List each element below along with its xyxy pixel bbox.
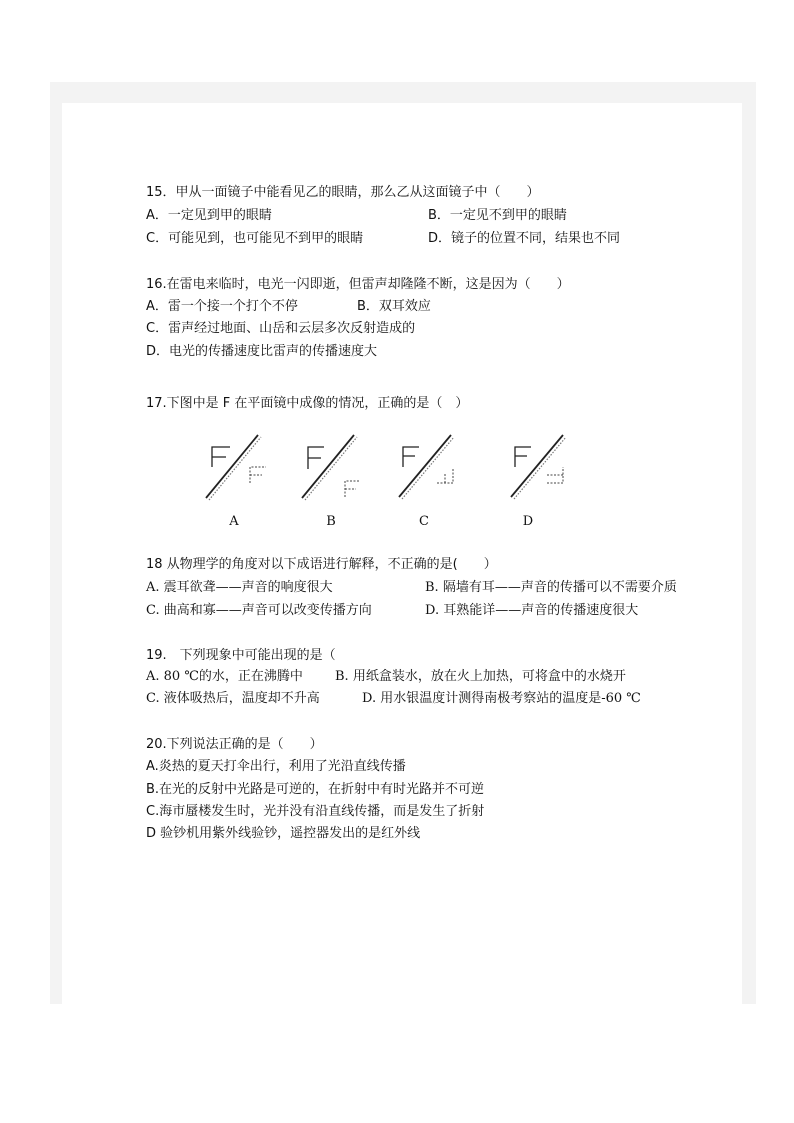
q15-option-c: C．可能见到，也可能见不到甲的眼睛 xyxy=(146,231,364,246)
q16-option-c: C．雷声经过地面、山岳和云层多次反射造成的 xyxy=(146,321,416,336)
q19-stem: 19. 下列现象中可能出现的是（ xyxy=(146,648,336,663)
q19-option-b: B. 用纸盒装水，放在火上加热，可将盒中的水烧开 xyxy=(335,669,626,684)
q19-option-a: A. 80 ℃的水，正在沸腾中 xyxy=(146,669,303,684)
q20-option-c: C.海市蜃楼发生时，光并没有沿直线传播，而是发生了折射 xyxy=(146,804,485,819)
q15-stem: 15．甲从一面镜子中能看见乙的眼睛，那么乙从这面镜子中（ ） xyxy=(146,185,540,200)
figure-label-c: C xyxy=(419,514,429,529)
q20-option-d: D 验钞机用紫外线验钞，遥控器发出的是红外线 xyxy=(146,826,421,841)
q20-option-b: B.在光的反射中光路是可逆的，在折射中有时光路并不可逆 xyxy=(146,782,485,797)
figure-option-c xyxy=(399,435,454,499)
figure-label-d: D xyxy=(522,514,534,529)
q18-option-c: C. 曲高和寡——声音可以改变传播方向 xyxy=(146,603,372,618)
q19-option-d: D. 用水银温度计测得南极考察站的温度是-60 ℃ xyxy=(362,691,641,706)
figure-option-a xyxy=(206,435,266,500)
q19-option-c: C. 液体吸热后，温度却不升高 xyxy=(146,691,320,706)
q15-option-a: A．一定见到甲的眼睛 xyxy=(146,208,272,223)
q18-stem: 18 从物理学的角度对以下成语进行解释，不正确的是( ） xyxy=(146,557,497,572)
q18-option-b: B. 隔墙有耳——声音的传播可以不需要介质 xyxy=(425,580,677,595)
q16-stem: 16.在雷电来临时，电光一闪即逝，但雷声却隆隆不断，这是因为（ ） xyxy=(146,277,570,292)
q20-stem: 20.下列说法正确的是（ ） xyxy=(146,737,323,752)
q18-option-a: A. 震耳欲聋——声音的响度很大 xyxy=(146,580,333,595)
q16-option-b: B．双耳效应 xyxy=(357,299,431,314)
q20-option-a: A.炎热的夏天打伞出行，利用了光沿直线传播 xyxy=(146,759,406,774)
q15-option-d: D．镜子的位置不同，结果也不同 xyxy=(428,231,621,246)
figure-option-d xyxy=(511,435,566,499)
q16-option-a: A．雷一个接一个打个不停 xyxy=(146,299,298,314)
q17-stem: 17.下图中是 F 在平面镜中成像的情况，正确的是（ ） xyxy=(146,396,469,411)
figure-label-b: B xyxy=(326,514,336,529)
figure-label-a: A xyxy=(229,514,239,529)
mirror-figure xyxy=(200,425,580,505)
q16-option-d: D．电光的传播速度比雷声的传播速度大 xyxy=(146,344,378,359)
figure-option-b xyxy=(302,435,360,500)
q15-option-b: B．一定见不到甲的眼睛 xyxy=(428,208,567,223)
q18-option-d: D. 耳熟能详——声音的传播速度很大 xyxy=(425,603,639,618)
